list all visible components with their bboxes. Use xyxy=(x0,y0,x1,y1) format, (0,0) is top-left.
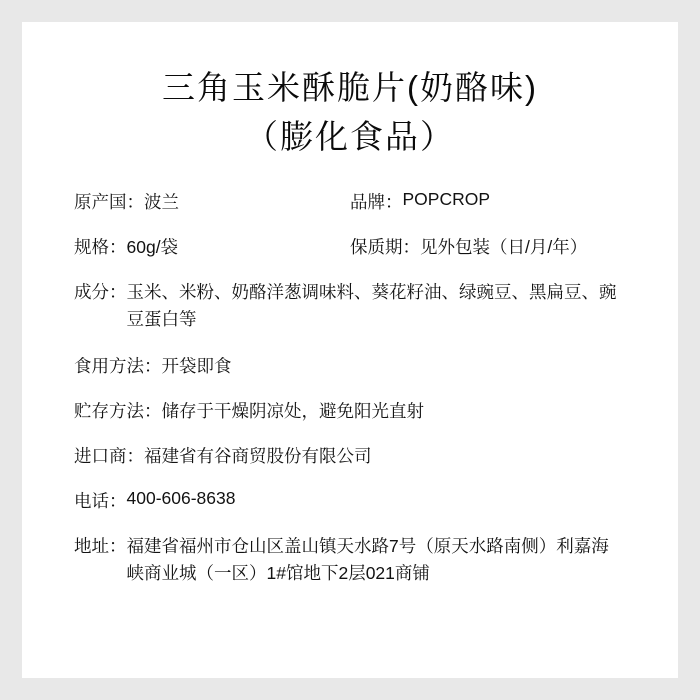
field-storage xyxy=(74,398,626,423)
field-usage xyxy=(74,353,626,378)
field-origin xyxy=(74,189,350,214)
field-ingredients-label: 成分： xyxy=(74,282,127,303)
product-title-line-1: 三角玉米酥脆片(奶酪味) xyxy=(162,69,538,106)
field-phone-value: 400-606-8638 xyxy=(126,488,236,509)
row-origin-brand xyxy=(74,189,626,214)
field-ingredients xyxy=(74,279,626,333)
field-origin-label: 原产国： xyxy=(74,192,144,213)
product-title-line-2: （膨化食品） xyxy=(245,117,455,155)
field-spec xyxy=(74,234,350,259)
field-address xyxy=(74,533,626,587)
field-spec-value: 60g/袋 xyxy=(126,237,179,258)
product-label-card xyxy=(22,22,678,678)
field-importer-label: 进口商： xyxy=(74,446,144,467)
field-storage-value: 储存于干燥阴凉处，避免阳光直射 xyxy=(161,401,424,422)
field-address-label: 地址： xyxy=(74,536,127,557)
field-ingredients-value: 玉米、米粉、奶酪洋葱调味料、葵花籽油、绿豌豆、黑扁豆、豌豆蛋白等 xyxy=(126,282,617,330)
field-usage-value: 开袋即食 xyxy=(161,356,232,377)
field-importer-value: 福建省有谷商贸股份有限公司 xyxy=(144,446,372,467)
field-usage-label: 食用方法： xyxy=(74,356,162,377)
field-brand-value: POPCROP xyxy=(402,189,491,210)
field-phone-label: 电话： xyxy=(74,491,127,512)
field-origin-value: 波兰 xyxy=(144,192,179,213)
field-spec-label: 规格： xyxy=(74,237,127,258)
product-title xyxy=(22,22,678,159)
field-shelf-life-label: 保质期： xyxy=(350,237,420,258)
field-address-value: 福建省福州市仓山区盖山镇天水路7号（原天水路南侧）利嘉海峡商业城（一区）1#馆地下2层021商铺 xyxy=(126,536,609,584)
product-details xyxy=(22,189,678,588)
field-shelf-life xyxy=(350,234,626,259)
field-importer xyxy=(74,443,626,468)
field-phone xyxy=(74,488,626,513)
field-brand-label: 品牌： xyxy=(350,192,403,213)
field-brand xyxy=(350,189,626,214)
field-storage-label: 贮存方法： xyxy=(74,401,162,422)
field-shelf-life-value: 见外包装（日/月/年） xyxy=(420,237,588,258)
row-spec-shelf xyxy=(74,234,626,259)
